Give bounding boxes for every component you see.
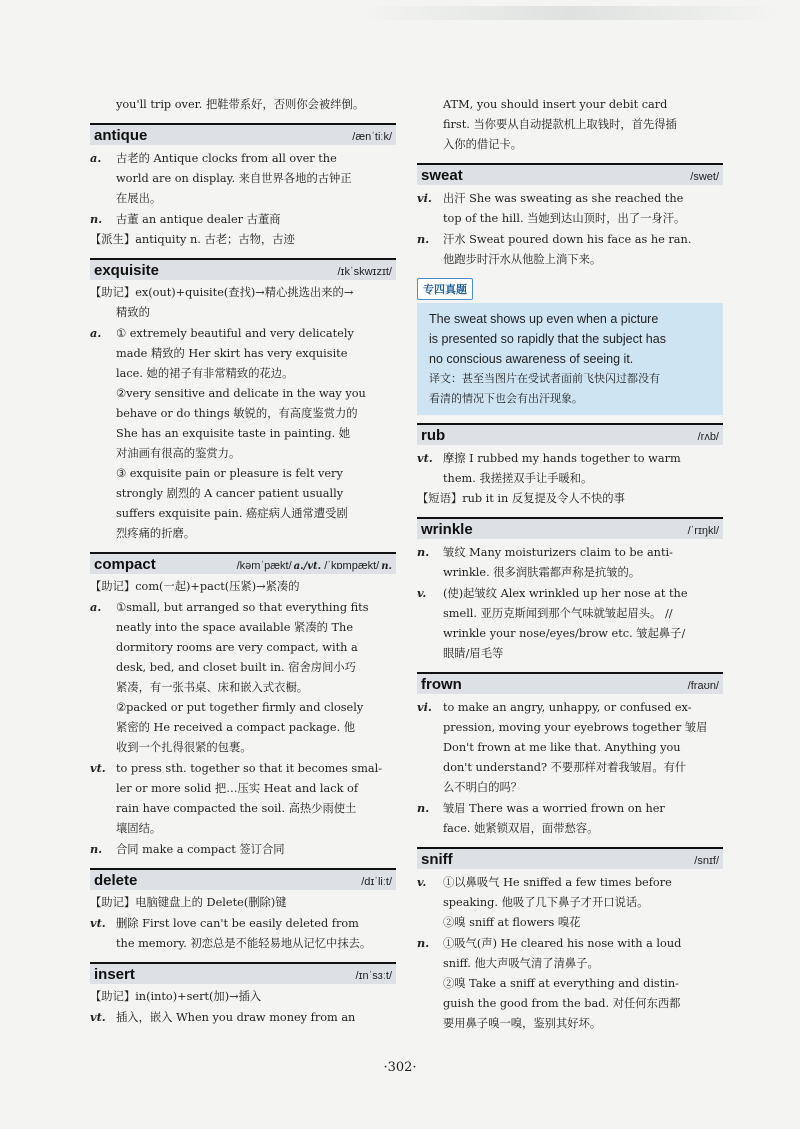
definition-line [90, 577, 396, 597]
definition-line [90, 484, 396, 504]
definition-line [417, 135, 723, 155]
definition-text: 皱纹 Many moisturizers claim to be anti- [443, 546, 673, 559]
definition-line [90, 839, 396, 860]
definition-line [90, 95, 396, 115]
definition-text: sniff. 他大声吸气清了清鼻子。 [443, 957, 599, 970]
ipa-text-alt: /ˈkɒmpækt/ [324, 560, 380, 572]
entry-headword-bar [417, 163, 723, 185]
ipa-text: /ˈrɪŋkl/ [687, 525, 719, 537]
headword: sniff [421, 851, 453, 868]
definition-text: wrinkle your nose/eyes/brow etc. 皱起鼻子/ [443, 627, 686, 640]
exam-translation-line: 看清的情况下也会有出汗现象。 [429, 392, 583, 405]
definition-text: suffers exquisite pain. 癌症病人通常遭受剧 [116, 507, 348, 520]
definition-line [90, 987, 396, 1007]
definition-line [90, 464, 396, 484]
definition-line [90, 618, 396, 638]
definition-text: speaking. 他吸了几下鼻子才开口说话。 [443, 896, 649, 909]
definition-line [90, 230, 396, 250]
definition-line [417, 872, 723, 893]
pronunciation [688, 680, 719, 692]
definition-line [90, 893, 396, 913]
headword: compact [94, 556, 156, 573]
definition-text: neatly into the space available 紧凑的 The [116, 621, 354, 634]
definition-text: 汗水 Sweat poured down his face as he ran. [443, 233, 692, 246]
headword: sweat [421, 167, 463, 184]
definition-line [417, 697, 723, 718]
definition-line [417, 448, 723, 469]
definition-text: 要用鼻子嗅一嗅，鉴别其好坏。 [443, 1017, 602, 1030]
part-of-speech: n. [90, 842, 103, 856]
definition-text: 紧密的 He received a compact package. 他 [116, 721, 356, 734]
entry-headword-bar [417, 517, 723, 539]
entry-headword-bar [417, 672, 723, 694]
pronunciation [237, 560, 392, 572]
definition-text: strongly 剧烈的 A cancer patient usually [116, 487, 344, 500]
entry-headword-bar [90, 123, 396, 145]
headword: insert [94, 966, 135, 983]
definition-text: them. 我搓搓双手让手暖和。 [443, 472, 593, 485]
headword: antique [94, 127, 148, 144]
definition-line [90, 738, 396, 758]
definition-line [90, 323, 396, 344]
definition-line [90, 148, 396, 169]
part-of-speech: vt. [90, 1010, 106, 1024]
definition-line [417, 229, 723, 250]
definition-line [417, 95, 723, 115]
entry-headword-bar [417, 423, 723, 445]
definition-line [90, 718, 396, 738]
pronunciation [694, 855, 719, 867]
ipa-text: /swet/ [690, 171, 719, 183]
definition-text: lace. 她的裙子有非常精致的花边。 [116, 367, 294, 380]
definition-text: ②嗅 Take a sniff at everything and distin- [443, 977, 679, 990]
definition-text: first. 当你要从自动提款机上取钱时，首先得插 [443, 118, 677, 131]
definition-line [417, 542, 723, 563]
entry-headword-bar [417, 847, 723, 869]
definition-text: 精致的 [116, 306, 150, 319]
pronunciation [698, 431, 719, 443]
part-of-speech: vi. [417, 700, 432, 714]
definition-text: 出汗 She was sweating as she reached the [443, 192, 684, 205]
definition-text: 皱眉 There was a worried frown on her [443, 802, 665, 815]
definition-text: She has an exquisite taste in painting. 她 [116, 427, 351, 440]
definition-text: 收到一个扎得很紧的包裹。 [116, 741, 252, 754]
left-column [90, 95, 396, 1028]
definition-text: 入你的借记卡。 [443, 138, 523, 151]
definition-line [90, 424, 396, 444]
ipa-text: /dɪˈliːt/ [361, 876, 392, 888]
definition-line [90, 169, 396, 189]
definition-text: 摩擦 I rubbed my hands together to warm [443, 452, 681, 465]
ipa-pos-label: a./vt. [293, 561, 322, 572]
definition-text: rain have compacted the soil. 高热少雨使土 [116, 802, 357, 815]
definition-line [90, 1007, 396, 1028]
definition-line [417, 1014, 723, 1034]
definition-text: ②嗅 sniff at flowers 嗅花 [443, 916, 581, 929]
definition-line [90, 189, 396, 209]
definition-text: 【短语】rub it in 反复提及令人不快的事 [417, 492, 625, 505]
definition-text: top of the hill. 当她到达山顶时，出了一身汗。 [443, 212, 686, 225]
part-of-speech: vt. [417, 451, 433, 465]
definition-line [417, 644, 723, 664]
part-of-speech: n. [417, 232, 430, 246]
headword: wrinkle [421, 521, 473, 538]
definition-text: 古董 an antique dealer 古董商 [116, 213, 281, 226]
definition-text: ①吸气(声) He cleared his nose with a loud [443, 937, 682, 950]
part-of-speech: vi. [417, 191, 432, 205]
definition-text: 紧凑，有一张书桌、床和嵌入式衣橱。 [116, 681, 309, 694]
definition-line [90, 209, 396, 230]
definition-line [417, 798, 723, 819]
part-of-speech: n. [417, 801, 430, 815]
part-of-speech: n. [417, 936, 430, 950]
pronunciation [361, 876, 392, 888]
definition-line [417, 624, 723, 644]
definition-text: guish the good from the bad. 对任何东西都 [443, 997, 681, 1010]
part-of-speech: a. [90, 151, 102, 165]
page-number: ·302· [383, 1060, 417, 1075]
headword: delete [94, 872, 138, 889]
definition-line [90, 344, 396, 364]
exam-sentence-line: no conscious awareness of seeing it. [429, 352, 634, 366]
definition-line [417, 893, 723, 913]
part-of-speech: v. [417, 586, 427, 600]
definition-line [90, 758, 396, 779]
definition-text: desk, bed, and closet built in. 宿舍房间小巧 [116, 661, 356, 674]
definition-line [90, 913, 396, 934]
definition-line [90, 303, 396, 323]
definition-text: 烈疼痛的折磨。 [116, 527, 196, 540]
definition-text: 眼睛/眉毛等 [443, 647, 504, 660]
entry-headword-bar [90, 552, 396, 574]
definition-text: to make an angry, unhappy, or confused ex- [443, 701, 692, 714]
definition-text: smell. 亚历克斯闻到那个气味就皱起眉头。 // [443, 607, 673, 620]
definition-text: ②packed or put together firmly and closely [116, 701, 364, 714]
definition-text: world are on display. 来自世界各地的古钟正 [116, 172, 352, 185]
entry-headword-bar [90, 868, 396, 890]
definition-line [417, 604, 723, 624]
exam-translation-line: 译文：甚至当图片在受试者面前飞快闪过都没有 [429, 372, 660, 385]
part-of-speech: v. [417, 875, 427, 889]
pronunciation [337, 266, 392, 278]
definition-line [417, 489, 723, 509]
definition-text: 壤固结。 [116, 822, 162, 835]
ipa-text: /rʌb/ [697, 431, 719, 443]
pronunciation [356, 970, 392, 982]
definition-line [90, 799, 396, 819]
definition-text: 插入，嵌入 When you draw money from an [116, 1011, 356, 1024]
definition-line [417, 994, 723, 1014]
definition-text: pression, moving your eyebrows together 皱眉 [443, 721, 708, 734]
definition-text: ① extremely beautiful and very delicately [116, 327, 354, 340]
definition-text: made 精致的 Her skirt has very exquisite [116, 347, 348, 360]
definition-line [417, 954, 723, 974]
definition-text: 【助记】电脑键盘上的 Delete(删除)键 [90, 896, 287, 909]
exam-example-box [417, 303, 723, 415]
definition-text: 【助记】com(一起)+pact(压紧)→紧凑的 [90, 580, 300, 593]
definition-line [90, 283, 396, 303]
definition-text: 他跑步时汗水从他脸上淌下来。 [443, 253, 602, 266]
definition-line [417, 819, 723, 839]
headword: frown [421, 676, 462, 693]
definition-line [90, 934, 396, 954]
definition-line [417, 188, 723, 209]
part-of-speech: vt. [90, 761, 106, 775]
part-of-speech: n. [417, 545, 430, 559]
definition-line [90, 384, 396, 404]
definition-text: 古老的 Antique clocks from all over the [116, 152, 337, 165]
headword: exquisite [94, 262, 160, 279]
definition-line [417, 469, 723, 489]
definition-line [90, 658, 396, 678]
scan-smudge [360, 6, 780, 20]
definition-text: 合同 make a compact 签订合同 [116, 843, 285, 856]
part-of-speech: a. [90, 326, 102, 340]
ipa-text: /kəmˈpækt/ [236, 560, 292, 572]
definition-text: the memory. 初恋总是不能轻易地从记忆中抹去。 [116, 937, 372, 950]
definition-text: ③ exquisite pain or pleasure is felt very [116, 467, 343, 480]
exam-sentence-line: The sweat shows up even when a picture [429, 312, 659, 326]
definition-line [417, 738, 723, 758]
definition-text: to press sth. together so that it becomes smal- [116, 762, 383, 775]
pronunciation [352, 131, 392, 143]
definition-text: 在展出。 [116, 192, 162, 205]
ipa-pos-label: n. [381, 561, 392, 572]
definition-text: ②very sensitive and delicate in the way you [116, 387, 366, 400]
definition-text: wrinkle. 很多润肤霜都声称是抗皱的。 [443, 566, 641, 579]
definition-text: 对油画有很高的鉴赏力。 [116, 447, 241, 460]
exam-sentence-line: is presented so rapidly that the subject has [429, 332, 666, 346]
definition-text: ATM, you should insert your debit card [443, 98, 668, 111]
definition-line [90, 698, 396, 718]
part-of-speech: n. [90, 212, 103, 226]
definition-line [417, 115, 723, 135]
definition-text: 么不明白的吗？ [443, 781, 523, 794]
definition-line [417, 778, 723, 798]
definition-line [90, 597, 396, 618]
definition-line [90, 404, 396, 424]
definition-text: ①以鼻吸气 He sniffed a few times before [443, 876, 672, 889]
pronunciation [688, 525, 719, 537]
exam-tag-label: 专四真题 [417, 278, 473, 300]
headword: rub [421, 427, 446, 444]
definition-line [90, 678, 396, 698]
ipa-text: /snɪf/ [694, 855, 719, 867]
definition-text: ①small, but arranged so that everything fits [116, 601, 369, 614]
definition-line [90, 364, 396, 384]
right-column [417, 95, 723, 1034]
part-of-speech: vt. [90, 916, 106, 930]
definition-line [90, 819, 396, 839]
definition-text: (使)起皱纹 Alex wrinkled up her nose at the [443, 587, 688, 600]
definition-line [417, 209, 723, 229]
definition-line [417, 933, 723, 954]
entry-headword-bar [90, 962, 396, 984]
definition-text: face. 她紧锁双眉，面带愁容。 [443, 822, 599, 835]
definition-text: you'll trip over. 把鞋带系好，否则你会被绊倒。 [116, 98, 365, 111]
definition-line [417, 718, 723, 738]
definition-line [417, 913, 723, 933]
definition-text: don't understand? 不要那样对着我皱眉。有什 [443, 761, 687, 774]
ipa-text: /ɪkˈskwɪzɪt/ [337, 266, 392, 278]
part-of-speech: a. [90, 600, 102, 614]
definition-line [90, 638, 396, 658]
definition-line [417, 974, 723, 994]
definition-line [90, 504, 396, 524]
definition-line [90, 779, 396, 799]
definition-text: Don't frown at me like that. Anything you [443, 741, 681, 754]
definition-text: 删除 First love can't be easily deleted from [116, 917, 359, 930]
ipa-text: /ɪnˈsɜːt/ [355, 970, 392, 982]
definition-line [90, 524, 396, 544]
pronunciation [690, 171, 719, 183]
ipa-text: /fraʊn/ [687, 680, 719, 692]
definition-text: 【派生】antiquity n. 古老；古物，古迹 [90, 233, 295, 246]
definition-line [417, 563, 723, 583]
definition-line [417, 758, 723, 778]
entry-headword-bar [90, 258, 396, 280]
definition-text: dormitory rooms are very compact, with a [116, 641, 358, 654]
definition-line [417, 583, 723, 604]
definition-text: behave or do things 敏锐的，有高度鉴赏力的 [116, 407, 358, 420]
definition-text: 【助记】in(into)+sert(加)→插入 [90, 990, 262, 1003]
definition-line [90, 444, 396, 464]
definition-line [417, 250, 723, 270]
ipa-text: /ænˈtiːk/ [352, 131, 392, 143]
definition-text: 【助记】ex(out)+quisite(查找)→精心挑选出来的→ [90, 286, 354, 299]
definition-text: ler or more solid 把…压实 Heat and lack of [116, 782, 359, 795]
